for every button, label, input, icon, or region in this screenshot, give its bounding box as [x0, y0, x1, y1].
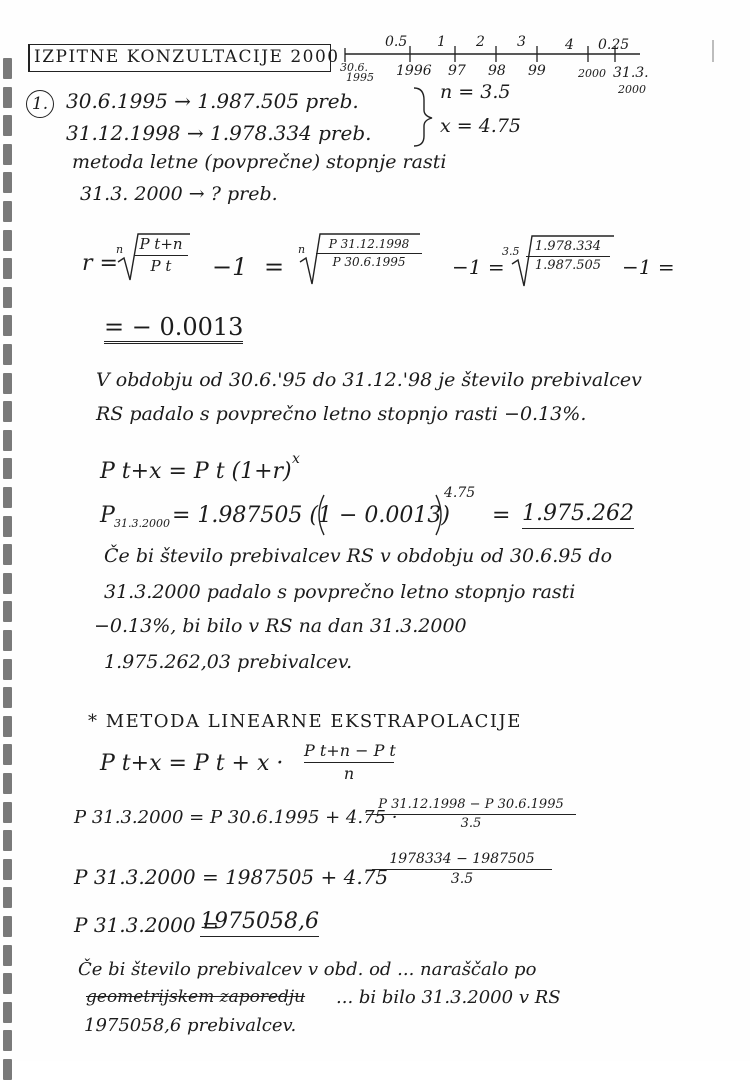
fraction — [304, 742, 394, 782]
calculation: = 1.987505 (1 − 0.0013) — [172, 503, 450, 528]
root-index: n — [298, 243, 306, 256]
binding-hole — [3, 1059, 12, 1080]
page-title: IZPITNE KONZULTACIJE 2000 — [34, 47, 340, 67]
explanation-line: −0.13%, bi bilo v RS na dan 31.3.2000 — [94, 615, 467, 637]
growth-formula: P t+x = P t (1+r) — [100, 459, 292, 484]
numerator: P t+n — [139, 235, 183, 253]
root-index: 3.5 — [502, 245, 520, 258]
root-index: n — [116, 243, 124, 256]
linear-formula: P 31.3.2000 = 1987505 + 4.75 — [74, 865, 389, 889]
denominator: 3.5 — [460, 816, 482, 832]
date-label: 1995 — [346, 71, 374, 84]
exponent: 4.75 — [444, 485, 476, 501]
date-label: 97 — [448, 63, 466, 79]
numerator: P 31.12.1998 − P 30.6.1995 — [378, 797, 564, 812]
gap-label: 2 — [476, 34, 485, 50]
denominator: 1.987.505 — [534, 258, 602, 274]
r-result: = − 0.0013 — [104, 314, 243, 344]
question-line: 31.3. 2000 → ? preb. — [80, 183, 278, 205]
linear-formula: P t+x = P t + x · — [100, 751, 284, 776]
fraction — [316, 238, 422, 269]
explanation-line: RS padalo s povprečno letno stopnjo rasti −0.13%. — [96, 403, 587, 425]
data-line: 31.12.1998 → 1.978.334 preb. — [66, 121, 372, 145]
minus-one: −1 = — [452, 255, 505, 279]
r-symbol: r = — [82, 251, 118, 276]
subscript: 31.3.2000 — [114, 517, 170, 530]
date-label: 2000 — [578, 67, 606, 80]
section-heading: * METODA LINEARNE EKSTRAPOLACIJE — [88, 711, 522, 732]
equals: = — [492, 503, 511, 528]
linear-formula: P 31.3.2000 = P 30.6.1995 + 4.75 · — [74, 807, 398, 828]
linear-formula: P 31.3.2000 = — [74, 913, 219, 937]
gap-label: 3 — [517, 34, 526, 50]
equals: = — [264, 253, 285, 281]
explanation-line: 31.3.2000 padalo s povprečno letno stopnjo rasti — [104, 581, 576, 603]
n-value: n = 3.5 — [440, 81, 511, 103]
gap-label: 4 — [565, 37, 574, 53]
explanation-line: Če bi število prebivalcev RS v obdobju od 30.6.95 do — [104, 545, 613, 567]
date-label: 98 — [488, 63, 506, 79]
denominator: 3.5 — [450, 871, 474, 888]
date-label: 30.6. — [340, 61, 368, 74]
numerator: P t+n − P t — [304, 741, 396, 760]
exponent: x — [292, 451, 300, 467]
x-value: x = 4.75 — [440, 115, 522, 137]
explanation-line: ... bi bilo 31.3.2000 v RS — [336, 987, 561, 1008]
method-line: metoda letne (povprečne) stopnje rasti — [72, 151, 447, 173]
p-symbol: P — [100, 503, 115, 528]
data-line: 30.6.1995 → 1.987.505 preb. — [66, 89, 359, 113]
crossed-out-text: geometrijskem zaporedju — [86, 987, 306, 1007]
gap-label: 1 — [437, 34, 446, 50]
minus-one: −1 — [212, 253, 248, 281]
p-result: 1.975.262 — [522, 502, 634, 529]
denominator: P t — [150, 256, 172, 275]
numerator: 1.978.334 — [534, 239, 602, 254]
denominator: P 30.6.1995 — [332, 255, 406, 270]
gap-label: 0.25 — [598, 37, 630, 53]
denominator: n — [343, 763, 355, 783]
fraction — [526, 240, 610, 274]
linear-result: 1975058,6 — [200, 910, 319, 937]
fraction — [372, 852, 552, 888]
explanation-line: 1975058,6 prebivalcev. — [84, 1015, 297, 1036]
explanation-line: Če bi število prebivalcev v obd. od ... naraščalo po — [78, 959, 537, 980]
fraction — [366, 798, 576, 832]
problem-number: 1. — [26, 90, 54, 118]
fraction — [134, 236, 188, 274]
gap-label: 0.5 — [385, 34, 408, 50]
explanation-line: 1.975.262,03 prebivalcev. — [104, 651, 353, 673]
numerator: P 31.12.1998 — [328, 237, 410, 251]
explanation-line: V obdobju od 30.6.'95 do 31.12.'98 je število prebivalcev — [96, 369, 642, 391]
date-label: 1996 — [396, 63, 432, 79]
date-label: 2000 — [618, 83, 646, 96]
minus-one: −1 = — [622, 255, 675, 279]
date-label: 99 — [528, 63, 546, 79]
date-label: 31.3. — [613, 65, 649, 81]
numerator: 1978334 − 1987505 — [389, 851, 535, 867]
